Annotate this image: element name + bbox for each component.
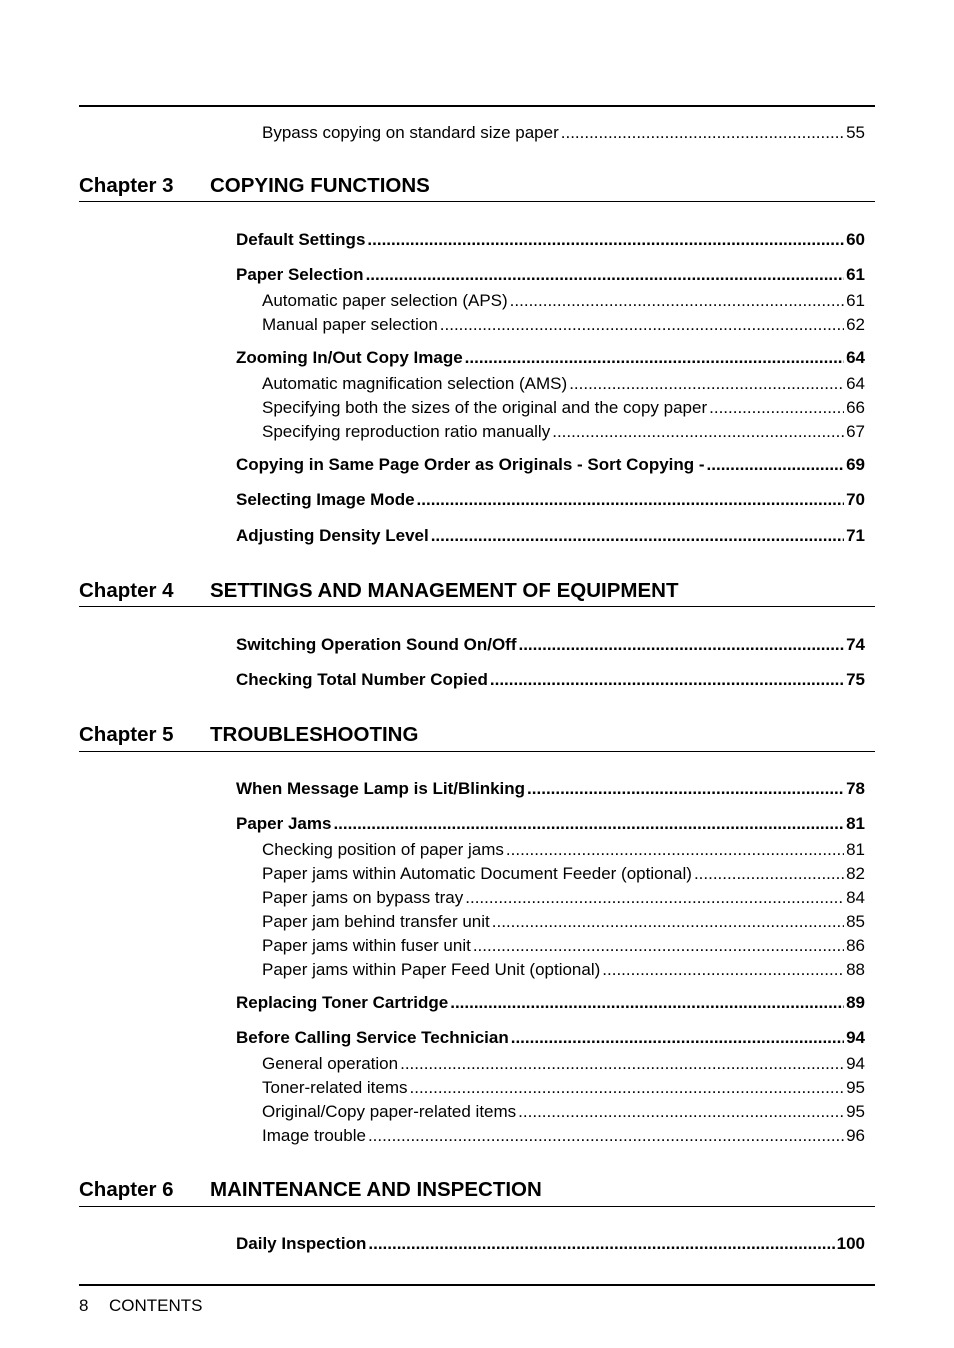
toc-entry-page: 94 [846, 1054, 865, 1073]
leader-dots [527, 779, 844, 799]
toc-entry[interactable] [0, 993, 865, 1013]
toc-entry[interactable] [0, 422, 865, 442]
toc-entry-text: Paper Selection [236, 265, 364, 284]
toc-entry-page: 84 [846, 888, 865, 907]
toc-entry[interactable] [0, 779, 865, 799]
leader-dots [465, 348, 844, 368]
toc-entry-page: 55 [846, 123, 865, 142]
toc-entry[interactable] [0, 888, 865, 908]
leader-dots [518, 1102, 844, 1122]
leader-dots [473, 936, 844, 956]
toc-entry-text: Default Settings [236, 230, 366, 249]
toc-entry-text: Switching Operation Sound On/Off [236, 635, 517, 654]
toc-entry-text: Daily Inspection [236, 1234, 367, 1253]
footer-section-title: CONTENTS [109, 1296, 203, 1315]
toc-entry[interactable] [0, 123, 865, 143]
toc-entry[interactable] [0, 1028, 865, 1048]
toc-entry[interactable] [0, 526, 865, 546]
toc-entry-text: Selecting Image Mode [236, 490, 415, 509]
leader-dots [569, 374, 844, 394]
toc-entry-text: General operation [262, 1054, 399, 1073]
toc-entry-text: Checking position of paper jams [262, 840, 504, 859]
toc-entry-page: 81 [846, 840, 865, 859]
footer-rule [79, 1284, 875, 1286]
toc-entry-text: Specifying both the sizes of the original and the copy paper [262, 398, 708, 417]
toc-entry-text: Automatic magnification selection (AMS) [262, 374, 568, 393]
toc-entry[interactable] [0, 291, 865, 311]
toc-entry-text: Checking Total Number Copied [236, 670, 488, 689]
toc-entry[interactable] [0, 1102, 865, 1122]
toc-entry-text: Copying in Same Page Order as Originals - Sort Copying - [236, 455, 705, 474]
toc-entry[interactable] [0, 455, 865, 475]
toc-entry-page: 64 [846, 348, 865, 367]
leader-dots [333, 814, 844, 834]
toc-entry-page: 61 [846, 291, 865, 310]
toc-entry[interactable] [0, 1126, 865, 1146]
chapter-heading [79, 1178, 542, 1202]
toc-entry[interactable] [0, 1234, 865, 1254]
toc-entry-page: 74 [846, 635, 865, 654]
toc-entry-page: 81 [846, 814, 865, 833]
toc-entry-page: 95 [846, 1078, 865, 1097]
leader-dots [561, 123, 844, 143]
leader-dots [709, 398, 844, 418]
chapter-label: Chapter 6 [79, 1178, 174, 1201]
leader-dots [368, 1126, 844, 1146]
toc-entry-text: Original/Copy paper-related items [262, 1102, 517, 1121]
leader-dots [552, 422, 844, 442]
leader-dots [492, 912, 844, 932]
toc-entry-page: 69 [846, 455, 865, 474]
toc-entry-page: 67 [846, 422, 865, 441]
leader-dots [707, 455, 845, 475]
leader-dots [510, 291, 844, 311]
chapter-heading [79, 174, 430, 198]
toc-entry[interactable] [0, 912, 865, 932]
toc-entry-text: Paper jams on bypass tray [262, 888, 464, 907]
leader-dots [400, 1054, 844, 1074]
chapter-rule [79, 606, 875, 607]
chapter-rule [79, 201, 875, 202]
leader-dots [518, 635, 844, 655]
toc-entry-text: Image trouble [262, 1126, 366, 1145]
toc-entry[interactable] [0, 230, 865, 250]
chapter-label: Chapter 5 [79, 723, 174, 746]
chapter-rule [79, 751, 875, 752]
toc-entry-text: Automatic paper selection (APS) [262, 291, 508, 310]
toc-entry-text: Specifying reproduction ratio manually [262, 422, 551, 441]
leader-dots [367, 230, 844, 250]
toc-entry-text: Paper jams within fuser unit [262, 936, 471, 955]
toc-entry-page: 89 [846, 993, 865, 1012]
toc-entry-text: Paper jams within Automatic Document Feeder (optional) [262, 864, 692, 883]
toc-entry[interactable] [0, 814, 865, 834]
toc-entry[interactable] [0, 315, 865, 335]
toc-entry-page: 86 [846, 936, 865, 955]
leader-dots [465, 888, 844, 908]
leader-dots [431, 526, 844, 546]
toc-entry[interactable] [0, 1054, 865, 1074]
toc-entry-text: Paper Jams [236, 814, 332, 833]
toc-entry-page: 61 [846, 265, 865, 284]
chapter-rule [79, 1206, 875, 1207]
toc-entry-page: 100 [836, 1234, 865, 1253]
leader-dots [450, 993, 844, 1013]
chapter-title: SETTINGS AND MANAGEMENT OF EQUIPMENT [210, 579, 679, 602]
toc-entry-text: Paper jam behind transfer unit [262, 912, 490, 931]
toc-entry-text: Bypass copying on standard size paper [262, 123, 559, 142]
leader-dots [417, 490, 845, 510]
leader-dots [506, 840, 844, 860]
toc-entry-text: Before Calling Service Technician [236, 1028, 509, 1047]
toc-entry[interactable] [0, 840, 865, 860]
toc-entry-page: 88 [846, 960, 865, 979]
leader-dots [602, 960, 844, 980]
toc-entry[interactable] [0, 635, 865, 655]
leader-dots [511, 1028, 844, 1048]
leader-dots [410, 1078, 845, 1098]
chapter-label: Chapter 3 [79, 174, 174, 197]
toc-entry-page: 82 [846, 864, 865, 883]
toc-entry-text: Adjusting Density Level [236, 526, 429, 545]
toc-entry-page: 70 [846, 490, 865, 509]
toc-entry[interactable] [0, 490, 865, 510]
toc-entry[interactable] [0, 374, 865, 394]
toc-entry-text: Paper jams within Paper Feed Unit (optional) [262, 960, 601, 979]
chapter-title: COPYING FUNCTIONS [210, 174, 430, 197]
toc-entry-page: 64 [846, 374, 865, 393]
toc-entry-page: 96 [846, 1126, 865, 1145]
leader-dots [490, 670, 844, 690]
toc-entry-page: 71 [846, 526, 865, 545]
leader-dots [366, 265, 845, 285]
toc-entry[interactable] [0, 348, 865, 368]
toc-entry-text: Zooming In/Out Copy Image [236, 348, 463, 367]
toc-entry[interactable] [0, 960, 865, 980]
leader-dots [368, 1234, 834, 1254]
chapter-title: TROUBLESHOOTING [210, 723, 419, 746]
toc-entry[interactable] [0, 265, 865, 285]
chapter-heading [79, 579, 678, 603]
toc-entry-page: 85 [846, 912, 865, 931]
toc-entry-page: 78 [846, 779, 865, 798]
toc-entry-text: Manual paper selection [262, 315, 438, 334]
toc-entry[interactable] [0, 670, 865, 690]
toc-entry-text: When Message Lamp is Lit/Blinking [236, 779, 526, 798]
toc-entry-page: 94 [846, 1028, 865, 1047]
toc-entry-page: 95 [846, 1102, 865, 1121]
toc-entry-page: 66 [846, 398, 865, 417]
toc-entry[interactable] [0, 1078, 865, 1098]
chapter-label: Chapter 4 [79, 579, 174, 602]
toc-entry[interactable] [0, 864, 865, 884]
leader-dots [440, 315, 844, 335]
page-footer [79, 1296, 203, 1316]
toc-entry-page: 75 [846, 670, 865, 689]
toc-entry[interactable] [0, 398, 865, 418]
leader-dots [694, 864, 844, 884]
top-rule [79, 105, 875, 107]
footer-page-number: 8 [79, 1296, 89, 1315]
chapter-heading [79, 723, 418, 747]
toc-entry[interactable] [0, 936, 865, 956]
toc-entry-page: 60 [846, 230, 865, 249]
toc-entry-page: 62 [846, 315, 865, 334]
toc-entry-text: Toner-related items [262, 1078, 408, 1097]
toc-entry-text: Replacing Toner Cartridge [236, 993, 449, 1012]
chapter-title: MAINTENANCE AND INSPECTION [210, 1178, 542, 1201]
